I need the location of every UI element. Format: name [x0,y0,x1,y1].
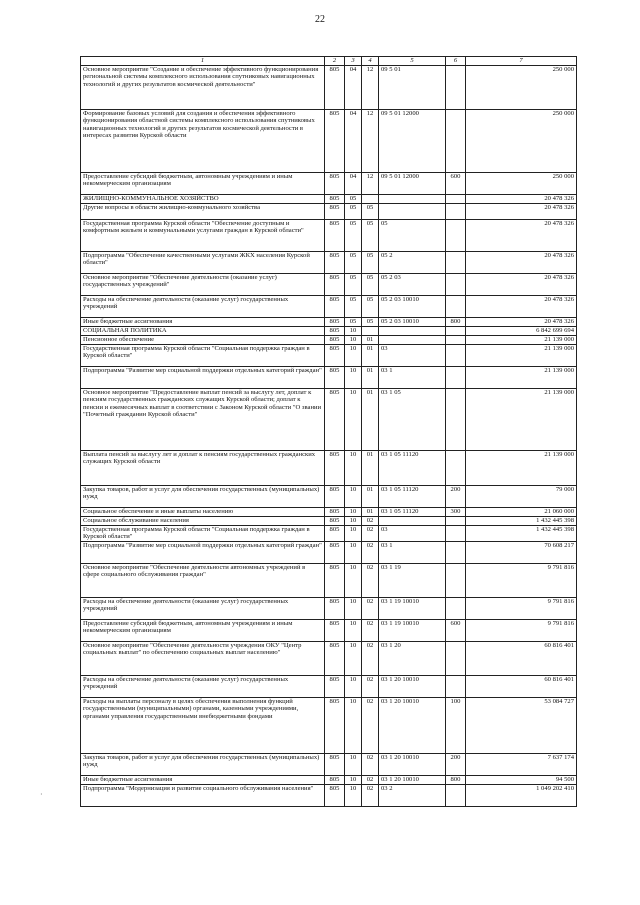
expense-type-cell: 800 [446,318,466,327]
table-row [81,776,577,785]
amount-cell: 21 139 000 [466,336,577,345]
admin-code-cell: 805 [325,274,345,296]
amount-cell: 53 084 727 [466,698,577,754]
expense-type-cell [446,517,466,526]
table-row [81,754,577,776]
section-cell: 10 [345,698,362,754]
admin-code-cell: 805 [325,776,345,785]
table-row [81,252,577,274]
subsection-cell: 05 [362,252,379,274]
row-name-cell: Расходы на обеспечение деятельности (оказание услуг) государственных учреждений [81,676,325,698]
amount-cell: 21 139 000 [466,389,577,451]
row-name-cell: Расходы на обеспечение деятельности (оказание услуг) государственных учреждений [81,296,325,318]
row-name-cell: Основное мероприятие "Создание и обеспечение эффективного функционирования региональной системы комплексного использования спутниковых навигационных технологий и других результатов космической деятельности" [81,66,325,110]
expense-type-cell [446,336,466,345]
subsection-cell [362,327,379,336]
target-article-cell: 09 5 01 [379,66,446,110]
amount-cell: 20 478 326 [466,274,577,296]
section-cell: 10 [345,367,362,389]
section-cell: 10 [345,785,362,807]
expense-type-cell [446,642,466,676]
amount-cell: 20 478 326 [466,195,577,204]
section-cell: 10 [345,526,362,542]
section-cell: 10 [345,389,362,451]
admin-code-cell: 805 [325,220,345,252]
target-article-cell: 03 1 05 11120 [379,486,446,508]
amount-cell: 7 637 174 [466,754,577,776]
admin-code-cell: 805 [325,252,345,274]
expense-type-cell: 600 [446,620,466,642]
section-cell: 04 [345,173,362,195]
expense-type-cell [446,274,466,296]
target-article-cell: 03 1 05 [379,389,446,451]
section-cell: 10 [345,336,362,345]
target-article-cell: 05 [379,220,446,252]
section-cell: 10 [345,517,362,526]
amount-cell: 9 791 816 [466,564,577,598]
table-row [81,451,577,486]
table-row [81,274,577,296]
target-article-cell: 05 2 [379,252,446,274]
expense-type-cell [446,220,466,252]
stray-mark: · [40,790,43,799]
amount-cell: 1 432 445 398 [466,526,577,542]
admin-code-cell: 805 [325,204,345,220]
admin-code-cell: 805 [325,451,345,486]
admin-code-cell: 805 [325,508,345,517]
admin-code-cell: 805 [325,336,345,345]
subsection-cell: 02 [362,676,379,698]
row-name-cell: Расходы на выплаты персоналу в целях обеспечения выполнения функций государственными (муниципальными) органами, казенными учреждениями, органами управления государственными внебюджетными фондами [81,698,325,754]
admin-code-cell: 805 [325,367,345,389]
table-row [81,345,577,367]
target-article-cell [379,204,446,220]
subsection-cell: 12 [362,110,379,173]
target-article-cell: 03 2 [379,785,446,807]
header-cell: 6 [446,57,466,66]
section-cell: 10 [345,754,362,776]
target-article-cell: 03 1 05 11120 [379,451,446,486]
header-cell: 2 [325,57,345,66]
row-name-cell: Подпрограмма "Обеспечение качественными услугами ЖКХ населения Курской области" [81,252,325,274]
subsection-cell: 02 [362,642,379,676]
header-cell: 7 [466,57,577,66]
admin-code-cell: 805 [325,698,345,754]
expense-type-cell [446,389,466,451]
row-name-cell: Расходы на обеспечение деятельности (оказание услуг) государственных учреждений [81,598,325,620]
amount-cell: 1 432 445 398 [466,517,577,526]
admin-code-cell: 805 [325,318,345,327]
table-row [81,598,577,620]
admin-code-cell: 805 [325,517,345,526]
target-article-cell: 09 5 01 12000 [379,173,446,195]
amount-cell: 250 000 [466,66,577,110]
amount-cell: 60 816 401 [466,676,577,698]
section-cell: 10 [345,776,362,785]
header-cell: 1 [81,57,325,66]
target-article-cell: 03 1 19 10010 [379,620,446,642]
row-name-cell: ЖИЛИЩНО-КОММУНАЛЬНОЕ ХОЗЯЙСТВО [81,195,325,204]
row-name-cell: Социальное обслуживание населения [81,517,325,526]
row-name-cell: Формирование базовых условий для создания и обеспечения эффективного функционирования областной системы комплексного использования спутниковых навигационных технологий и других результатов космической деятельности в интересах развития Курской области [81,110,325,173]
subsection-cell: 01 [362,345,379,367]
section-cell: 10 [345,542,362,564]
target-article-cell [379,336,446,345]
target-article-cell: 03 1 19 10010 [379,598,446,620]
admin-code-cell: 805 [325,785,345,807]
target-article-cell: 05 2 03 10010 [379,318,446,327]
subsection-cell: 02 [362,776,379,785]
expense-type-cell [446,110,466,173]
section-cell: 10 [345,676,362,698]
target-article-cell: 03 1 20 10010 [379,676,446,698]
section-cell: 05 [345,195,362,204]
section-cell: 10 [345,564,362,598]
admin-code-cell: 805 [325,542,345,564]
amount-cell: 250 000 [466,110,577,173]
amount-cell: 20 478 326 [466,204,577,220]
table-row [81,296,577,318]
section-cell: 05 [345,252,362,274]
row-name-cell: Иные бюджетные ассигнования [81,776,325,785]
subsection-cell: 12 [362,66,379,110]
subsection-cell: 01 [362,336,379,345]
expense-type-cell [446,327,466,336]
amount-cell: 1 049 202 410 [466,785,577,807]
table-row [81,620,577,642]
section-cell: 10 [345,327,362,336]
expense-type-cell [446,526,466,542]
table-row [81,367,577,389]
table-row [81,173,577,195]
target-article-cell: 09 5 01 12000 [379,110,446,173]
table-row [81,517,577,526]
target-article-cell: 03 1 [379,542,446,564]
subsection-cell: 01 [362,486,379,508]
table-row [81,486,577,508]
admin-code-cell: 805 [325,327,345,336]
expense-type-cell [446,598,466,620]
section-cell: 04 [345,110,362,173]
table-row [81,336,577,345]
expense-type-cell [446,66,466,110]
target-article-cell: 03 [379,526,446,542]
header-cell: 3 [345,57,362,66]
row-name-cell: Подпрограмма "Модернизация и развитие социального обслуживания населения" [81,785,325,807]
expense-type-cell: 300 [446,508,466,517]
section-cell: 04 [345,66,362,110]
subsection-cell: 01 [362,508,379,517]
row-name-cell: Предоставление субсидий бюджетным, автономным учреждениям и иным некоммерческим организациям [81,620,325,642]
admin-code-cell: 805 [325,389,345,451]
subsection-cell: 05 [362,274,379,296]
admin-code-cell: 805 [325,620,345,642]
row-name-cell: Подпрограмма "Развитие мер социальной поддержки отдельных категорий граждан" [81,542,325,564]
expense-type-cell [446,367,466,389]
target-article-cell [379,517,446,526]
expense-type-cell: 100 [446,698,466,754]
subsection-cell [362,195,379,204]
target-article-cell: 05 2 03 10010 [379,296,446,318]
table-row [81,785,577,807]
subsection-cell: 05 [362,296,379,318]
table-row [81,110,577,173]
table-row [81,508,577,517]
admin-code-cell: 805 [325,110,345,173]
table-row [81,220,577,252]
header-row [81,57,577,66]
section-cell: 10 [345,345,362,367]
admin-code-cell: 805 [325,598,345,620]
admin-code-cell: 805 [325,296,345,318]
budget-table-body [81,66,577,807]
target-article-cell: 03 1 20 [379,642,446,676]
table-row [81,642,577,676]
row-name-cell: Пенсионное обеспечение [81,336,325,345]
subsection-cell: 02 [362,620,379,642]
amount-cell: 9 791 816 [466,620,577,642]
target-article-cell: 05 2 03 [379,274,446,296]
subsection-cell: 02 [362,698,379,754]
amount-cell: 21 139 000 [466,367,577,389]
table-row [81,318,577,327]
subsection-cell: 02 [362,526,379,542]
budget-table [80,56,577,807]
target-article-cell: 03 [379,345,446,367]
row-name-cell: Государственная программа Курской области "Обеспечение доступным и комфортным жильем и коммунальными услугами граждан в Курской области" [81,220,325,252]
subsection-cell: 01 [362,367,379,389]
admin-code-cell: 805 [325,195,345,204]
expense-type-cell [446,542,466,564]
expense-type-cell [446,451,466,486]
section-cell: 05 [345,318,362,327]
target-article-cell: 03 1 20 10010 [379,776,446,785]
subsection-cell: 02 [362,785,379,807]
table-row [81,389,577,451]
section-cell: 05 [345,274,362,296]
subsection-cell: 05 [362,318,379,327]
admin-code-cell: 805 [325,754,345,776]
subsection-cell: 01 [362,389,379,451]
table-row [81,66,577,110]
section-cell: 10 [345,598,362,620]
admin-code-cell: 805 [325,173,345,195]
page-number: 22 [315,14,325,25]
row-name-cell: Подпрограмма "Развитие мер социальной поддержки отдельных категорий граждан" [81,367,325,389]
row-name-cell: Государственная программа Курской области "Социальная поддержка граждан в Курской области" [81,345,325,367]
expense-type-cell: 200 [446,486,466,508]
admin-code-cell: 805 [325,345,345,367]
amount-cell: 94 500 [466,776,577,785]
amount-cell: 70 608 217 [466,542,577,564]
row-name-cell: Основное мероприятие "Обеспечение деятельности учреждения ОКУ "Центр социальных выплат" по обеспечению социальных выплат населению" [81,642,325,676]
row-name-cell: Закупка товаров, работ и услуг для обеспечения государственных (муниципальных) нужд [81,754,325,776]
amount-cell: 21 139 000 [466,345,577,367]
subsection-cell: 05 [362,204,379,220]
expense-type-cell [446,195,466,204]
row-name-cell: Закупка товаров, работ и услуг для обеспечения государственных (муниципальных) нужд [81,486,325,508]
expense-type-cell [446,252,466,274]
table-row [81,542,577,564]
section-cell: 10 [345,486,362,508]
expense-type-cell [446,564,466,598]
subsection-cell: 02 [362,754,379,776]
target-article-cell: 03 1 [379,367,446,389]
row-name-cell: Основное мероприятие "Предоставление выплат пенсий за выслугу лет, доплат к пенсиям государственных гражданских служащих Курской области; доплат к пенсии и ежемесячных выплат в соответствии с Законом Курской области "О звании "Почетный гражданин Курской области" [81,389,325,451]
target-article-cell: 03 1 20 10010 [379,698,446,754]
section-cell: 05 [345,296,362,318]
subsection-cell: 05 [362,220,379,252]
expense-type-cell [446,676,466,698]
section-cell: 10 [345,642,362,676]
row-name-cell: Государственная программа Курской области "Социальная поддержка граждан в Курской области" [81,526,325,542]
row-name-cell: Выплата пенсий за выслугу лет и доплат к пенсиям государственных гражданских служащих Курской области [81,451,325,486]
target-article-cell: 03 1 05 11120 [379,508,446,517]
amount-cell: 20 478 326 [466,220,577,252]
amount-cell: 9 791 816 [466,598,577,620]
row-name-cell: Другие вопросы в области жилищно-коммунального хозяйства [81,204,325,220]
expense-type-cell [446,204,466,220]
row-name-cell: СОЦИАЛЬНАЯ ПОЛИТИКА [81,327,325,336]
section-cell: 10 [345,508,362,517]
subsection-cell: 02 [362,542,379,564]
target-article-cell: 03 1 19 [379,564,446,598]
target-article-cell: 03 1 20 10010 [379,754,446,776]
table-row [81,698,577,754]
admin-code-cell: 805 [325,564,345,598]
table-row [81,526,577,542]
amount-cell: 20 478 326 [466,318,577,327]
amount-cell: 21 139 000 [466,451,577,486]
admin-code-cell: 805 [325,66,345,110]
amount-cell: 20 478 326 [466,252,577,274]
target-article-cell [379,327,446,336]
expense-type-cell: 800 [446,776,466,785]
expense-type-cell: 200 [446,754,466,776]
header-cell: 5 [379,57,446,66]
row-name-cell: Иные бюджетные ассигнования [81,318,325,327]
row-name-cell: Социальное обеспечение и иные выплаты населению [81,508,325,517]
section-cell: 10 [345,620,362,642]
amount-cell: 20 478 326 [466,296,577,318]
subsection-cell: 02 [362,517,379,526]
amount-cell: 6 842 699 694 [466,327,577,336]
table-row [81,327,577,336]
section-cell: 05 [345,220,362,252]
subsection-cell: 12 [362,173,379,195]
subsection-cell: 01 [362,451,379,486]
amount-cell: 250 000 [466,173,577,195]
amount-cell: 79 000 [466,486,577,508]
admin-code-cell: 805 [325,486,345,508]
subsection-cell: 02 [362,564,379,598]
table-row [81,676,577,698]
section-cell: 05 [345,204,362,220]
subsection-cell: 02 [362,598,379,620]
target-article-cell [379,195,446,204]
header-cell: 4 [362,57,379,66]
expense-type-cell [446,785,466,807]
admin-code-cell: 805 [325,642,345,676]
admin-code-cell: 805 [325,526,345,542]
table-row [81,204,577,220]
table-row [81,195,577,204]
row-name-cell: Основное мероприятие "Обеспечение деятельности автономных учреждений в сфере социального обслуживания граждан" [81,564,325,598]
expense-type-cell: 600 [446,173,466,195]
row-name-cell: Предоставление субсидий бюджетным, автономным учреждениям и иным некоммерческим организациям [81,173,325,195]
table-row [81,564,577,598]
row-name-cell: Основное мероприятие "Обеспечение деятельности (оказание услуг) государственных учреждений" [81,274,325,296]
section-cell: 10 [345,451,362,486]
expense-type-cell [446,296,466,318]
expense-type-cell [446,345,466,367]
amount-cell: 21 060 000 [466,508,577,517]
amount-cell: 60 816 401 [466,642,577,676]
admin-code-cell: 805 [325,676,345,698]
